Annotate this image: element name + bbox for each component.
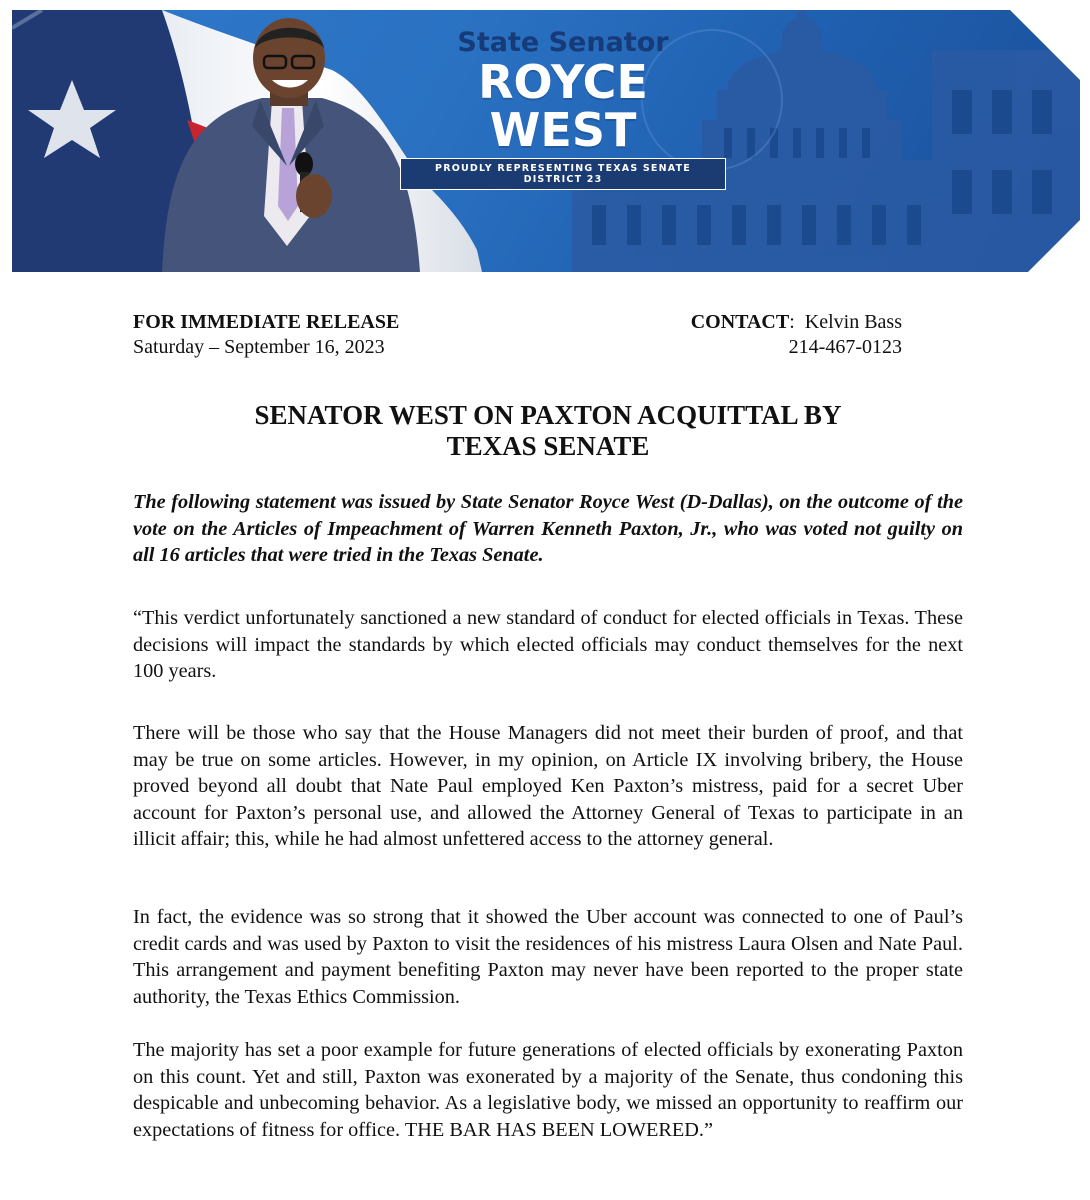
headline-line-1: SENATOR WEST ON PAXTON ACQUITTAL BY (254, 400, 842, 430)
contact-colon: : (789, 311, 805, 333)
body-paragraph-4: The majority has set a poor example for future generations of elected officials by exonerating Paxton on this count. Yet and still, Paxton was exonerated by a majority of the Senate, thus condoning this despicable and unbecoming behavior. As a legislative body, we missed an opportunity to reaffirm our expectations of fitness for office. THE BAR HAS BEEN LOWERED.” (133, 1039, 963, 1141)
body-paragraph-2: There will be those who say that the House Managers did not meet their burden of proof, and that may be true on some articles. However, in my opinion, on Article IX involving bribery, the House proved beyond all doubt that Nate Paul employed Ken Paxton’s mistress, paid for a secret Uber account for Paxton’s personal use, and allowed the Attorney General of Texas to participate in an illicit affair; this, while he had almost unfettered access to the attorney general. (133, 722, 963, 850)
release-date: Saturday – September 16, 2023 (133, 336, 385, 358)
contact-phone: 214-467-0123 (788, 336, 902, 358)
body-paragraph-1: “This verdict unfortunately sanctioned a new standard of conduct for elected officials in Texas. These decisions will impact the standards by which elected officials may conduct themselves for the next 100 years. (133, 607, 963, 682)
banner-titles (400, 28, 726, 190)
body-paragraph-3: In fact, the evidence was so strong that it showed the Uber account was connected to one of Paul’s credit cards and was used by Paxton to visit the residences of his mistress Laura Olsen and Nate Paul. This arrangement and payment benefiting Paxton may never have been reported to the proper state authority, the Texas Ethics Commission. (133, 906, 963, 1008)
headline (133, 400, 963, 462)
banner-district-tag: PROUDLY REPRESENTING TEXAS SENATE DISTRICT 23 (400, 158, 726, 190)
banner-corner-accent (1010, 10, 1080, 80)
senator-photo (152, 16, 432, 272)
banner-kicker: State Senator (457, 27, 669, 58)
contact-name: Kelvin Bass (804, 311, 902, 333)
release-info (133, 310, 399, 360)
banner-corner-accent-bottom (1028, 220, 1080, 272)
contact-label: CONTACT (690, 311, 790, 333)
contact-info (691, 310, 902, 360)
header-banner (12, 10, 1080, 272)
banner-senator-name: ROYCE WEST (478, 54, 648, 157)
headline-line-2: TEXAS SENATE (446, 431, 650, 461)
release-label: FOR IMMEDIATE RELEASE (133, 311, 400, 333)
lede-paragraph: The following statement was issued by State Senator Royce West (D-Dallas), on the outcome of the vote on the Articles of Impeachment of Warren Kenneth Paxton, Jr., who was voted not guilty on all 16 articles that were tried in the Texas Senate. (133, 491, 963, 566)
